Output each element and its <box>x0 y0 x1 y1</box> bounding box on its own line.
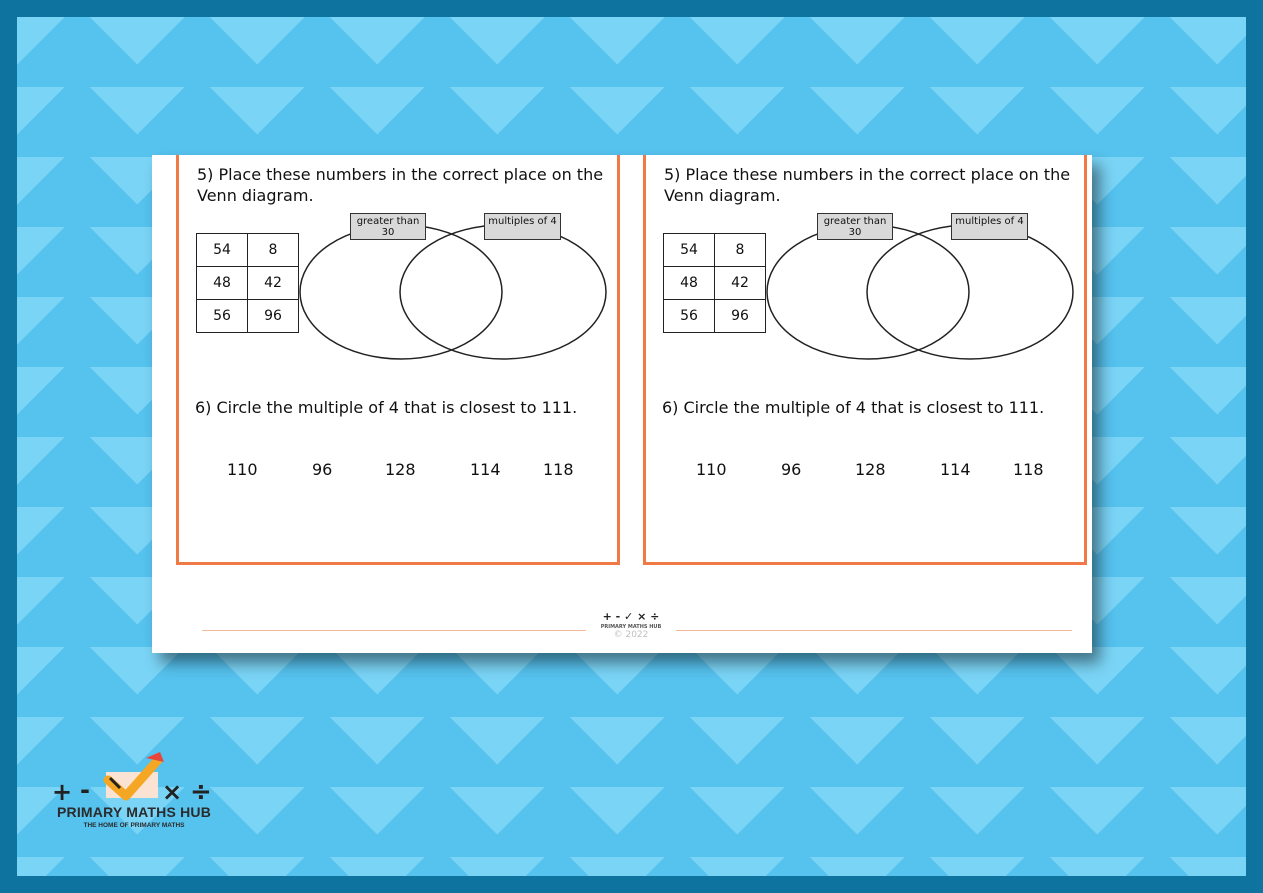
number-cell: 8 <box>248 234 299 267</box>
footer-logo-symbols: + - ✓ × ÷ <box>602 610 660 623</box>
venn-circle-multiples-of-4 <box>400 225 606 359</box>
pencil-check-icon <box>106 752 164 798</box>
venn-label-multiples-of-4: multiples of 4 <box>951 213 1028 240</box>
answer-option[interactable]: 128 <box>385 460 416 479</box>
number-cell: 56 <box>197 300 248 333</box>
answer-options <box>179 460 623 484</box>
answer-option[interactable]: 96 <box>781 460 802 479</box>
footer-logo-brand: PRIMARY MATHS HUB <box>600 624 662 630</box>
number-cell: 56 <box>664 300 715 333</box>
question-5-text: 5) Place these numbers in the correct place on the Venn diagram. <box>197 165 604 205</box>
number-cell: 48 <box>197 267 248 300</box>
number-cell: 54 <box>197 234 248 267</box>
answer-option[interactable]: 114 <box>940 460 971 479</box>
footer-copyright: © 2022 <box>613 630 649 640</box>
plus-icon: + <box>52 778 73 804</box>
number-table <box>663 233 766 333</box>
answer-option[interactable]: 118 <box>543 460 574 479</box>
primary-maths-hub-logo <box>44 752 224 832</box>
worksheet-preview <box>152 155 1092 653</box>
answer-option[interactable]: 96 <box>312 460 333 479</box>
venn-circle-greater-than-30 <box>767 225 969 359</box>
answer-option[interactable]: 110 <box>696 460 727 479</box>
number-cell: 42 <box>715 267 766 300</box>
multiply-icon: × <box>162 778 183 804</box>
number-cell: 96 <box>715 300 766 333</box>
venn-label-greater-than-30: greater than 30 <box>817 213 893 240</box>
logo-tagline: THE HOME OF PRIMARY MATHS <box>83 822 185 829</box>
answer-option[interactable]: 114 <box>470 460 501 479</box>
answer-options <box>646 460 1090 484</box>
footer-logo <box>586 610 676 650</box>
question-panel-right <box>643 155 1087 565</box>
venn-circle-greater-than-30 <box>300 225 502 359</box>
answer-option[interactable]: 118 <box>1013 460 1044 479</box>
venn-diagram <box>299 210 609 360</box>
venn-label-multiples-of-4: multiples of 4 <box>484 213 561 240</box>
logo-brand-name: PRIMARY MATHS HUB <box>56 804 212 820</box>
number-cell: 96 <box>248 300 299 333</box>
number-table <box>196 233 299 333</box>
question-panel-left <box>176 155 620 565</box>
venn-label-greater-than-30: greater than 30 <box>350 213 426 240</box>
number-cell: 42 <box>248 267 299 300</box>
venn-circle-multiples-of-4 <box>867 225 1073 359</box>
question-5-text: 5) Place these numbers in the correct place on the Venn diagram. <box>664 165 1071 205</box>
question-6-text: 6) Circle the multiple of 4 that is closest to 111. <box>662 398 1045 417</box>
minus-icon: - <box>80 776 90 804</box>
maths-symbols-icon <box>44 752 224 804</box>
number-cell: 54 <box>664 234 715 267</box>
question-6-text: 6) Circle the multiple of 4 that is closest to 111. <box>195 398 578 417</box>
venn-diagram <box>766 210 1076 360</box>
number-cell: 8 <box>715 234 766 267</box>
answer-option[interactable]: 128 <box>855 460 886 479</box>
divide-icon: ÷ <box>190 777 212 804</box>
number-cell: 48 <box>664 267 715 300</box>
answer-option[interactable]: 110 <box>227 460 258 479</box>
